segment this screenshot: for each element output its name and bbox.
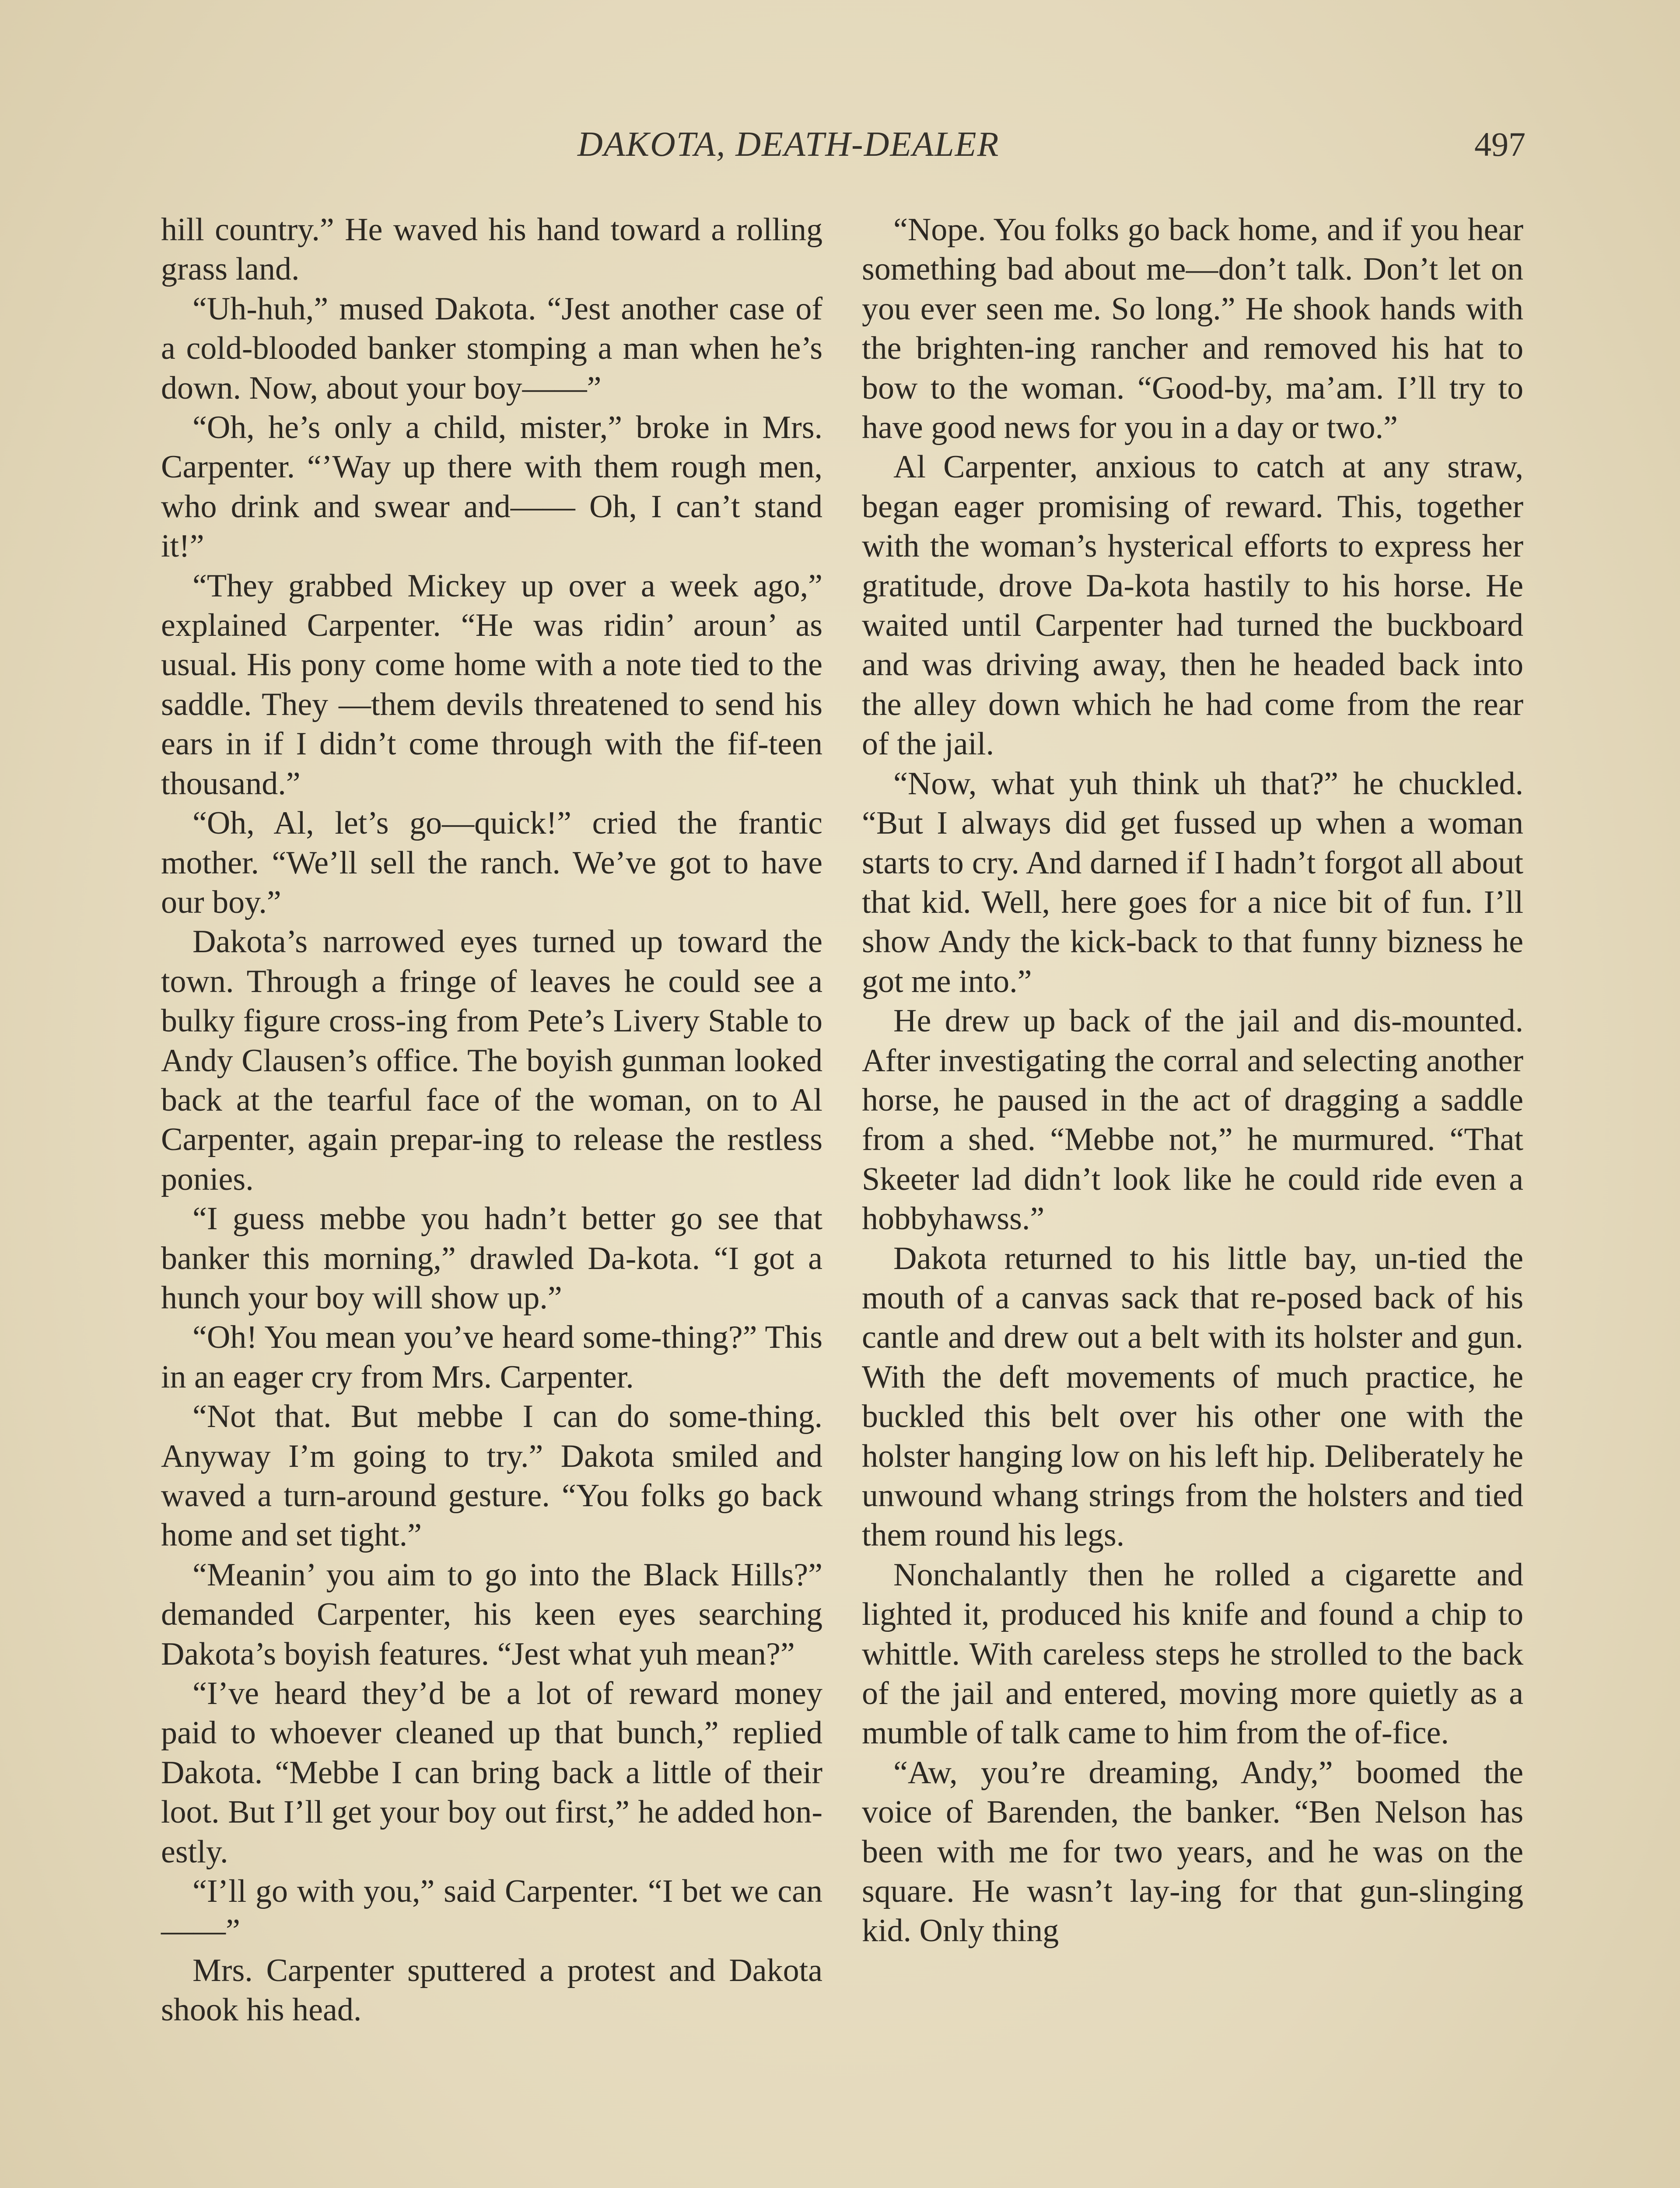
paragraph: “Not that. But mebbe I can do some-thing. Anyway I’m going to try.” Dakota smiled and waved a turn-around gesture. “You folks go back home and set tight.” [161,1399,822,1553]
paragraph: Nonchalantly then he rolled a cigarette and lighted it, produced his knife and found a chip to whittle. With careless steps he strolled to the back of the jail and entered, moving more quietly as a mumble of talk came to him from the of-fice. [862,1557,1523,1751]
paragraph: Dakota returned to his little bay, un-tied the mouth of a canvas sack that re-posed back of his cantle and drew out a belt with its holster and gun. With the deft movements of much practice, he buckled this belt over his other one with the holster hanging low on his left hip. Deliberately he unwound whang strings from the holsters and tied them round his legs. [862,1240,1523,1553]
paragraph: “Oh, Al, let’s go—quick!” cried the frantic mother. “We’ll sell the ranch. We’ve got to have our boy.” [161,805,822,920]
paragraph: “Oh, he’s only a child, mister,” broke in Mrs. Carpenter. “’Way up there with them rough men, who drink and swear and—— Oh, I can’t stand it!” [161,410,822,565]
paragraph: He drew up back of the jail and dis-mounted. After investigating the corral and selecting another horse, he paused in the act of dragging a saddle from a shed. “Mebbe not,” he murmured. “That Skeeter lad didn’t look like he could ride even a hobbyhawss.” [862,1003,1523,1237]
paragraph: “Now, what yuh think uh that?” he chuckled. “But I always did get fussed up when a woman starts to cry. And darned if I hadn’t forgot all about that kid. Well, here goes for a nice bit of fun. I’ll show Andy the kick-back to that funny bizness he got me into.” [862,765,1523,999]
paragraph: “They grabbed Mickey up over a week ago,” explained Carpenter. “He was ridin’ aroun’ as usual. His pony come home with a note tied to the saddle. They —them devils threatened to send his ears in if I didn’t come through with the fif-teen thousand.” [161,568,822,802]
paragraph: “Nope. You folks go back home, and if you hear something bad about me—don’t talk. Don’t let on you ever seen me. So long.” He shook hands with the brighten-ing rancher and removed his hat to bow to the woman. “Good-by, ma’am. I’ll try to have good news for you in a day or two.” [862,212,1523,446]
paragraph: “I’ll go with you,” said Carpenter. “I bet we can——” [161,1873,822,1949]
paragraph: Al Carpenter, anxious to catch at any straw, began eager promising of reward. This, together with the woman’s hysterical efforts to express her gratitude, drove Da-kota hastily to his horse. He waited until Carpenter had turned the buckboard and was driving away, then he headed back into the alley down which he had come from the rear of the jail. [862,449,1523,762]
paragraph: “Aw, you’re dreaming, Andy,” boomed the voice of Barenden, the banker. “Ben Nelson has been with me for two years, and he was on the square. He wasn’t lay-ing for that gun-slinging kid. Only thing [862,1754,1523,1949]
paragraph: Mrs. Carpenter sputtered a protest and Dakota shook his head. [161,1952,822,2028]
paragraph: Dakota’s narrowed eyes turned up toward the town. Through a fringe of leaves he could see a bulky figure cross-ing from Pete’s Livery Stable to Andy Clausen’s office. The boyish gunman looked back at the tearful face of the woman, on to Al Carpenter, again prepar-ing to release the restless ponies. [161,924,822,1197]
paragraph: “Uh-huh,” mused Dakota. “Jest another case of a cold-blooded banker stomping a man when he’s down. Now, about your boy——” [161,291,822,406]
paragraph: “I’ve heard they’d be a lot of reward money paid to whoever cleaned up that bunch,” replied Dakota. “Mebbe I can bring back a little of their loot. But I’ll get your boy out first,” he added hon-estly. [161,1676,822,1870]
right-text-column [862,210,1523,1951]
page-number: 497 [1474,125,1526,163]
left-text-column [161,210,822,2030]
paragraph: “Meanin’ you aim to go into the Black Hills?” demanded Carpenter, his keen eyes searching Dakota’s boyish features. “Jest what yuh mean?” [161,1557,822,1672]
paragraph: “Oh! You mean you’ve heard some-thing?” This in an eager cry from Mrs. Carpenter. [161,1319,822,1395]
paragraph: hill country.” He waved his hand toward a rolling grass land. [161,212,822,288]
paragraph: “I guess mebbe you hadn’t better go see that banker this morning,” drawled Da-kota. “I got a hunch your boy will show up.” [161,1201,822,1316]
running-title: DAKOTA, DEATH-DEALER [578,125,1000,164]
